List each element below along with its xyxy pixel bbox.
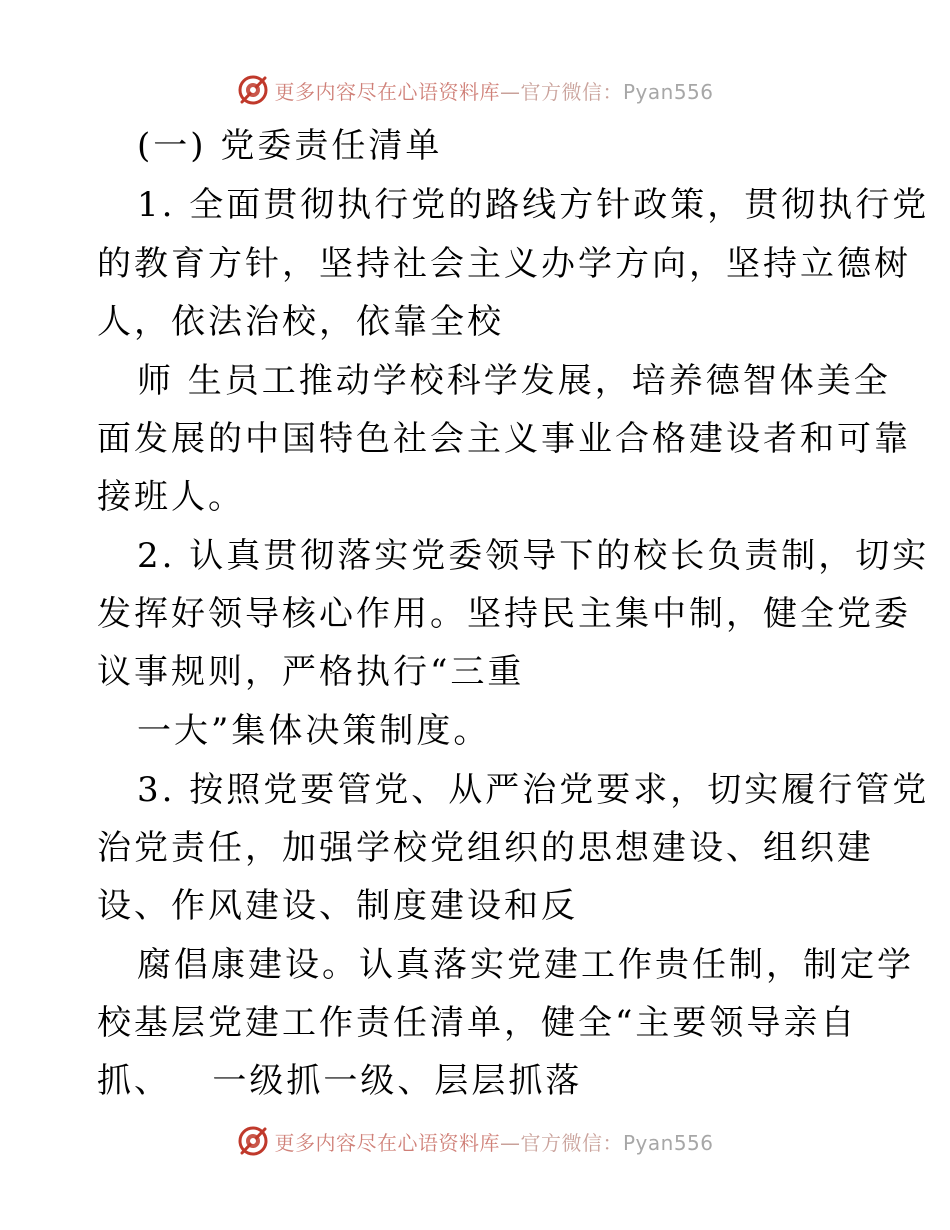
watermark-brand: 更多内容尽在心语资料库 <box>274 1130 500 1155</box>
paragraph-line: 2. 认真贯彻落实党委领导下的校长负责制，切实 <box>137 536 930 576</box>
watermark-footer <box>0 1121 950 1161</box>
watermark-official: 官方微信： <box>520 79 623 104</box>
watermark-separator: — <box>499 79 521 104</box>
watermark-account-id: Pyan556 <box>622 79 714 104</box>
paragraph-line: 的教育方针，坚持社会主义办学方向，坚持立德树 <box>97 244 911 284</box>
paragraph-line: 师 生员工推动学校科学发展，培养德智体美全 <box>137 361 891 401</box>
watermark-text <box>274 1127 713 1156</box>
brush-circle-logo-icon <box>236 1124 270 1158</box>
paragraph-line: 1. 全面贯彻执行党的路线方针政策，贯彻执行党 <box>137 185 930 225</box>
watermark-brand: 更多内容尽在心语资料库 <box>274 79 500 104</box>
paragraph-line: 抓、 一级抓一级、层层抓落 <box>97 1061 583 1101</box>
paragraph-line: 3. 按照党要管党、从严治党要求，切实履行管党 <box>137 770 930 810</box>
paragraph-line: 设、作风建设、制度建设和反 <box>97 886 578 926</box>
paragraph-line: 腐倡康建设。认真落实党建工作贵任制，制定学 <box>137 945 914 985</box>
watermark-separator: — <box>499 1130 521 1155</box>
paragraph-line: 校基层党建工作责任清单，健全“主要领导亲自 <box>97 1003 858 1043</box>
watermark-account-id: Pyan556 <box>622 1130 714 1155</box>
paragraph-line: 发挥好领导核心作用。坚持民主集中制，健全党委 <box>97 594 911 634</box>
paragraph-line: 议事规则，严格执行“三重 <box>97 652 525 692</box>
paragraph-line: 接班人。 <box>97 477 245 517</box>
paragraph-line: 面发展的中国特色社会主义事业合格建设者和可靠 <box>97 419 911 459</box>
paragraph-line: 治党责任，加强学校党组织的思想建设、组织建 <box>97 828 874 868</box>
paragraph-line: 人，依法治校，依靠全校 <box>97 302 504 342</box>
paragraph-line: 一大”集体决策制度。 <box>137 711 491 751</box>
watermark-official: 官方微信： <box>520 1130 623 1155</box>
section-heading: (一) 党委责任清单 <box>137 126 443 166</box>
